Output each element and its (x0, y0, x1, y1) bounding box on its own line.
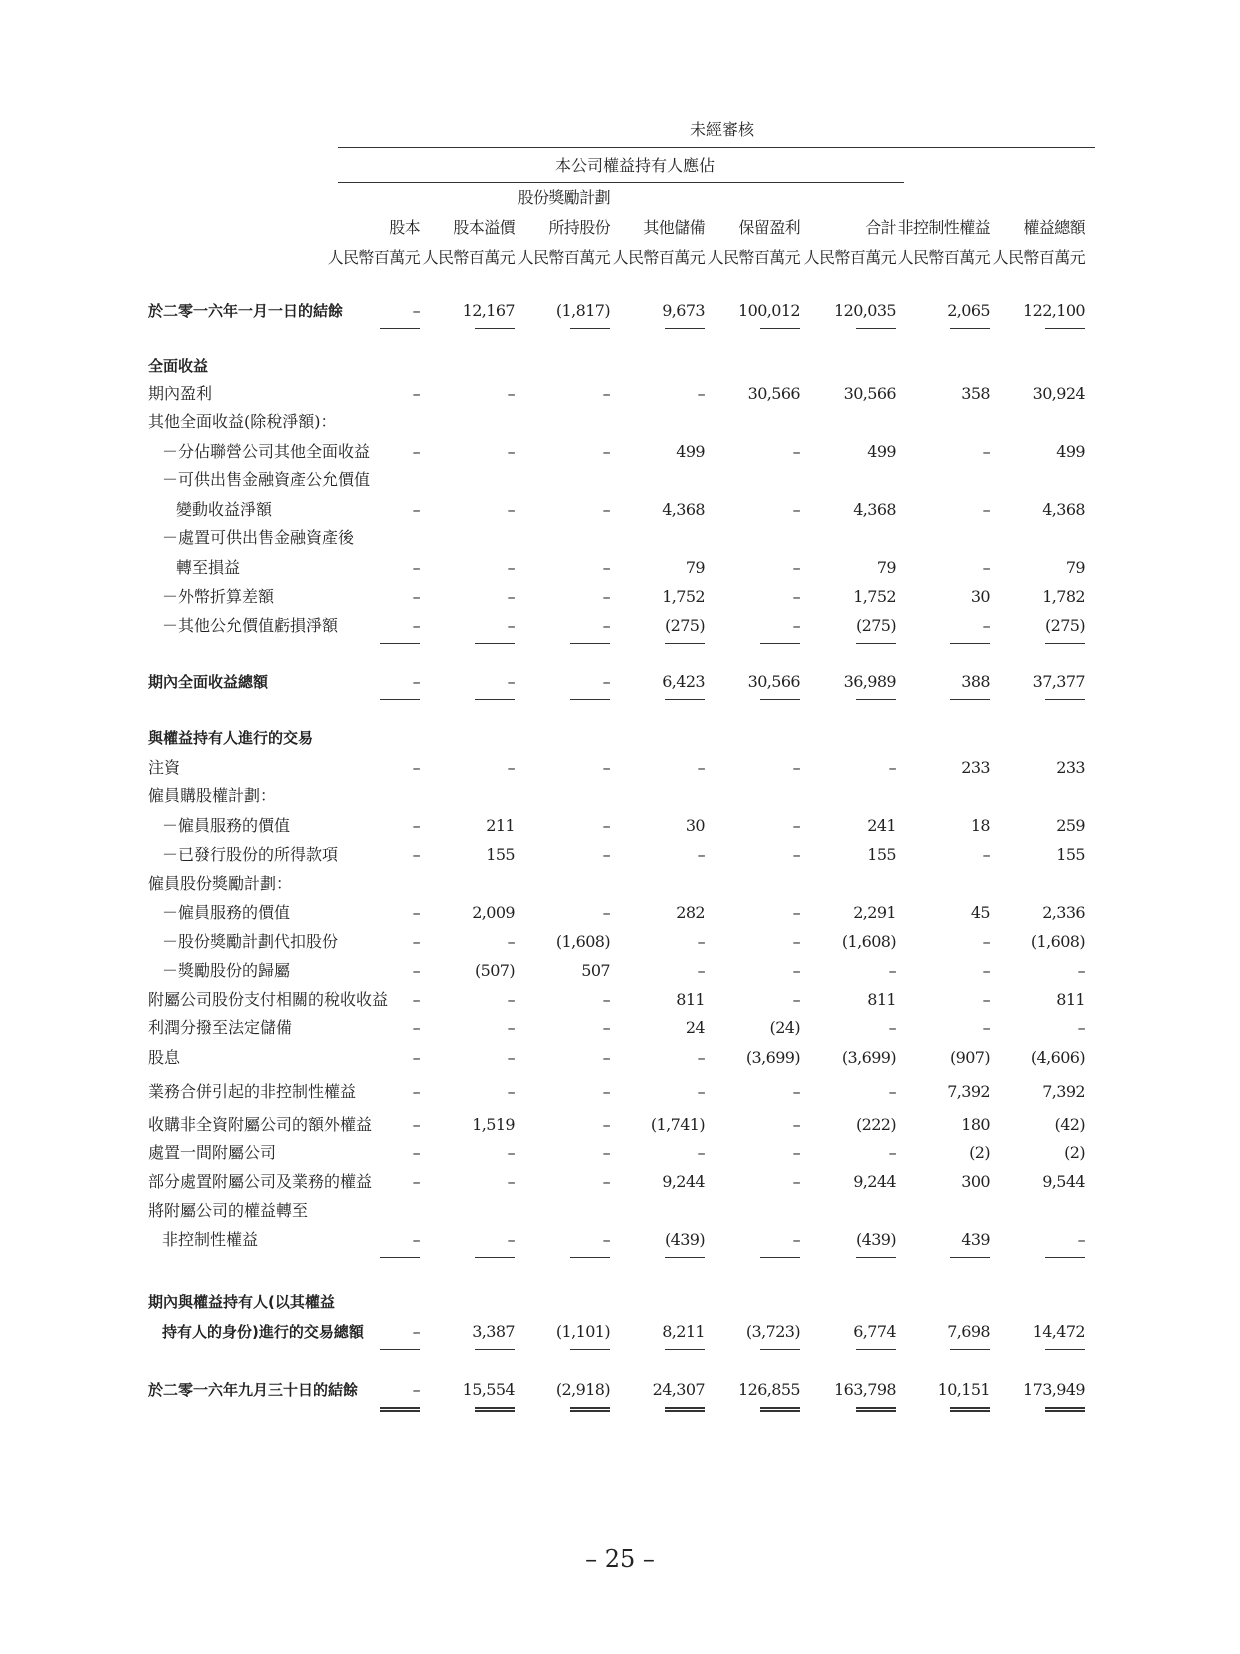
table-cell: – (602, 1048, 610, 1067)
table-cell: (275) (1044, 616, 1085, 635)
row-label: －僱員服務的價值 (162, 903, 291, 922)
table-cell: – (507, 587, 515, 606)
table-cell: – (412, 616, 420, 635)
table-cell: – (412, 845, 420, 864)
subtotal-underline (475, 1349, 515, 1350)
table-cell: – (602, 1115, 610, 1134)
table-cell: – (982, 558, 990, 577)
table-cell: 120,035 (834, 301, 896, 320)
row-label: 僱員購股權計劃： (148, 786, 277, 805)
table-cell: 18 (970, 816, 990, 835)
table-cell: 155 (1056, 845, 1085, 864)
table-cell: – (507, 1082, 515, 1101)
table-cell: – (412, 558, 420, 577)
column-header-1-line-3: 人民幣百萬元 (327, 248, 420, 267)
table-cell: 4,368 (853, 500, 896, 519)
table-cell: – (982, 845, 990, 864)
table-cell: – (697, 932, 705, 951)
table-cell: – (792, 1143, 800, 1162)
table-cell: – (507, 990, 515, 1009)
row-label: 與權益持有人進行的交易 (148, 729, 314, 747)
row-label: 期內盈利 (148, 384, 213, 403)
table-cell: 1,752 (662, 587, 705, 606)
table-cell: 811 (867, 990, 896, 1009)
table-cell: (1,608) (841, 932, 896, 951)
table-cell: – (792, 845, 800, 864)
table-cell: – (412, 1143, 420, 1162)
column-header-6-line-3: 人民幣百萬元 (803, 248, 896, 267)
table-cell: – (602, 845, 610, 864)
row-label: 全面收益 (148, 357, 209, 375)
table-cell: – (602, 616, 610, 635)
table-cell: 30,566 (843, 384, 896, 403)
table-cell: – (602, 384, 610, 403)
table-cell: 45 (970, 903, 990, 922)
table-cell: 7,392 (1042, 1082, 1085, 1101)
table-cell: 79 (1065, 558, 1085, 577)
table-cell: 30 (970, 587, 990, 606)
table-cell: – (982, 442, 990, 461)
table-cell: (1,101) (555, 1322, 610, 1341)
subtotal-underline (856, 643, 896, 644)
table-cell: – (888, 1143, 896, 1162)
table-cell: – (792, 587, 800, 606)
table-cell: – (602, 1018, 610, 1037)
table-cell: 79 (685, 558, 705, 577)
row-label: 業務合併引起的非控制性權益 (148, 1082, 357, 1101)
table-cell: 507 (581, 961, 610, 980)
table-cell: 180 (961, 1115, 990, 1134)
table-cell: – (697, 1048, 705, 1067)
subtotal-underline (380, 1349, 420, 1350)
table-cell: – (792, 500, 800, 519)
table-cell: 499 (1056, 442, 1085, 461)
subtotal-underline (475, 328, 515, 329)
table-cell: 6,423 (662, 672, 705, 691)
row-label: 部分處置附屬公司及業務的權益 (148, 1172, 373, 1191)
subtotal-underline (475, 699, 515, 700)
table-cell: (907) (949, 1048, 990, 1067)
table-cell: (2,918) (555, 1380, 610, 1399)
table-cell: (275) (664, 616, 705, 635)
table-cell: – (412, 672, 420, 691)
table-cell: 388 (961, 672, 990, 691)
row-label: 收購非全資附屬公司的額外權益 (148, 1115, 373, 1134)
table-cell: – (412, 990, 420, 1009)
table-cell: 6,774 (853, 1322, 896, 1341)
subtotal-underline (760, 699, 800, 700)
table-cell: – (982, 990, 990, 1009)
table-cell: – (792, 1082, 800, 1101)
subtotal-underline (760, 328, 800, 329)
row-label: 附屬公司股份支付相關的稅收收益 (148, 990, 389, 1009)
table-cell: – (602, 442, 610, 461)
table-cell: – (792, 961, 800, 980)
table-cell: – (412, 301, 420, 320)
table-cell: – (602, 1143, 610, 1162)
table-cell: (507) (474, 961, 515, 980)
table-cell: 1,519 (472, 1115, 515, 1134)
column-header-7-line-2: 非控制性權益 (897, 218, 990, 237)
subtotal-underline (760, 1257, 800, 1258)
table-cell: – (602, 500, 610, 519)
table-cell: – (412, 1048, 420, 1067)
table-cell: 9,544 (1042, 1172, 1085, 1191)
subtotal-underline (665, 643, 705, 644)
table-cell: 358 (961, 384, 990, 403)
group-header-rule (338, 182, 904, 183)
status-heading: 未經審核 (690, 120, 755, 139)
table-cell: – (412, 1018, 420, 1037)
subtotal-underline (380, 643, 420, 644)
total-double-underline (760, 1407, 800, 1412)
table-cell: – (412, 1322, 420, 1341)
table-cell: 811 (676, 990, 705, 1009)
table-cell: 259 (1056, 816, 1085, 835)
table-cell: – (1077, 1018, 1085, 1037)
table-cell: 439 (961, 1230, 990, 1249)
column-header-8-line-2: 權益總額 (1023, 218, 1085, 237)
column-header-3-line-2: 所持股份 (548, 218, 610, 237)
table-cell: – (792, 1172, 800, 1191)
table-cell: 9,244 (853, 1172, 896, 1191)
table-cell: – (602, 672, 610, 691)
table-cell: – (412, 442, 420, 461)
table-cell: (3,723) (745, 1322, 800, 1341)
table-cell: 126,855 (738, 1380, 800, 1399)
table-cell: – (412, 961, 420, 980)
table-cell: – (697, 384, 705, 403)
row-label: －外幣折算差額 (162, 587, 275, 606)
table-cell: 2,009 (472, 903, 515, 922)
subtotal-underline (760, 1349, 800, 1350)
table-cell: 1,752 (853, 587, 896, 606)
table-cell: – (602, 758, 610, 777)
table-cell: – (412, 1115, 420, 1134)
table-cell: (2) (969, 1143, 990, 1162)
table-cell: (1,817) (555, 301, 610, 320)
row-label: －獎勵股份的歸屬 (162, 961, 291, 980)
table-cell: – (602, 558, 610, 577)
table-cell: 7,392 (947, 1082, 990, 1101)
table-cell: 9,244 (662, 1172, 705, 1191)
table-cell: – (602, 587, 610, 606)
table-cell: 8,211 (662, 1322, 705, 1341)
subtotal-underline (665, 1257, 705, 1258)
total-double-underline (1045, 1407, 1085, 1412)
subtotal-underline (570, 643, 610, 644)
table-cell: 30 (685, 816, 705, 835)
subtotal-underline (380, 699, 420, 700)
table-cell: (4,606) (1030, 1048, 1085, 1067)
table-cell: – (412, 1172, 420, 1191)
table-cell: – (792, 903, 800, 922)
table-cell: (1,608) (555, 932, 610, 951)
row-label: 股息 (148, 1048, 181, 1067)
table-cell: 7,698 (947, 1322, 990, 1341)
table-cell: – (602, 1082, 610, 1101)
row-label: －分佔聯營公司其他全面收益 (162, 442, 371, 461)
column-header-1-line-2: 股本 (389, 218, 420, 237)
subtotal-underline (950, 328, 990, 329)
column-header-5-line-2: 保留盈利 (738, 218, 800, 237)
table-cell: 300 (961, 1172, 990, 1191)
table-cell: – (412, 903, 420, 922)
table-cell: 37,377 (1032, 672, 1085, 691)
table-cell: – (507, 616, 515, 635)
row-label: 期內全面收益總額 (148, 673, 269, 691)
subtotal-underline (856, 328, 896, 329)
total-double-underline (380, 1407, 420, 1412)
subtotal-underline (1045, 1349, 1085, 1350)
table-cell: 499 (867, 442, 896, 461)
table-cell: 155 (867, 845, 896, 864)
column-header-6-line-2: 合計 (865, 218, 896, 237)
column-header-3-line-1: 股份獎勵計劃 (517, 188, 610, 207)
table-cell: 3,387 (472, 1322, 515, 1341)
column-header-5-line-3: 人民幣百萬元 (707, 248, 800, 267)
table-cell: – (602, 1230, 610, 1249)
table-cell: – (792, 1115, 800, 1134)
table-cell: – (792, 932, 800, 951)
table-cell: (275) (855, 616, 896, 635)
table-cell: – (507, 1230, 515, 1249)
row-label: －處置可供出售金融資產後 (162, 528, 355, 547)
table-cell: – (792, 442, 800, 461)
table-cell: 811 (1056, 990, 1085, 1009)
table-cell: 36,989 (843, 672, 896, 691)
column-header-8-line-3: 人民幣百萬元 (992, 248, 1085, 267)
table-cell: – (412, 932, 420, 951)
table-cell: 4,368 (662, 500, 705, 519)
subtotal-underline (856, 699, 896, 700)
table-cell: – (412, 758, 420, 777)
row-label: 非控制性權益 (162, 1230, 259, 1249)
table-cell: 30,566 (747, 672, 800, 691)
row-label: 於二零一六年一月一日的結餘 (148, 302, 344, 320)
table-cell: 24,307 (652, 1380, 705, 1399)
table-cell: – (507, 672, 515, 691)
table-cell: 233 (961, 758, 990, 777)
subtotal-underline (380, 1257, 420, 1258)
column-header-4-line-2: 其他儲備 (643, 218, 705, 237)
table-cell: (439) (664, 1230, 705, 1249)
column-header-2-line-3: 人民幣百萬元 (422, 248, 515, 267)
table-cell: – (697, 1082, 705, 1101)
table-cell: (24) (769, 1018, 800, 1037)
table-cell: – (602, 903, 610, 922)
table-cell: (42) (1054, 1115, 1085, 1134)
table-cell: 211 (486, 816, 515, 835)
table-cell: – (888, 1082, 896, 1101)
header-top-rule (338, 147, 1095, 148)
table-cell: (1,608) (1030, 932, 1085, 951)
table-cell: – (507, 500, 515, 519)
table-cell: – (792, 1230, 800, 1249)
subtotal-underline (665, 699, 705, 700)
table-cell: 173,949 (1023, 1380, 1085, 1399)
subtotal-underline (760, 643, 800, 644)
table-cell: – (1077, 961, 1085, 980)
row-label: 將附屬公司的權益轉至 (148, 1201, 309, 1220)
row-label: －僱員服務的價值 (162, 816, 291, 835)
table-cell: 100,012 (738, 301, 800, 320)
table-cell: 10,151 (937, 1380, 990, 1399)
table-cell: – (602, 990, 610, 1009)
table-cell: 1,782 (1042, 587, 1085, 606)
row-label: 持有人的身份)進行的交易總額 (162, 1323, 364, 1341)
row-label: －可供出售金融資產公允價值 (162, 470, 371, 489)
table-cell: 9,673 (662, 301, 705, 320)
row-label: －已發行股份的所得款項 (162, 845, 339, 864)
row-label: 於二零一六年九月三十日的結餘 (148, 1381, 359, 1399)
column-header-4-line-3: 人民幣百萬元 (612, 248, 705, 267)
table-cell: 79 (876, 558, 896, 577)
subtotal-underline (570, 699, 610, 700)
table-cell: – (412, 500, 420, 519)
column-header-7-line-3: 人民幣百萬元 (897, 248, 990, 267)
table-cell: 2,291 (853, 903, 896, 922)
total-double-underline (475, 1407, 515, 1412)
table-cell: – (792, 758, 800, 777)
subtotal-underline (950, 1257, 990, 1258)
row-label: 轉至損益 (176, 558, 241, 577)
table-cell: 233 (1056, 758, 1085, 777)
table-cell: – (507, 384, 515, 403)
subtotal-underline (475, 643, 515, 644)
table-cell: – (888, 961, 896, 980)
table-cell: – (697, 758, 705, 777)
table-cell: (3,699) (841, 1048, 896, 1067)
table-cell: 2,065 (947, 301, 990, 320)
table-cell: – (412, 1380, 420, 1399)
column-header-3-line-3: 人民幣百萬元 (517, 248, 610, 267)
table-cell: – (507, 932, 515, 951)
table-cell: – (507, 758, 515, 777)
subtotal-underline (856, 1257, 896, 1258)
table-cell: – (507, 1143, 515, 1162)
table-cell: – (792, 816, 800, 835)
table-cell: – (507, 1018, 515, 1037)
total-double-underline (570, 1407, 610, 1412)
table-cell: – (412, 1082, 420, 1101)
subtotal-underline (1045, 699, 1085, 700)
subtotal-underline (665, 1349, 705, 1350)
table-cell: 2,336 (1042, 903, 1085, 922)
table-cell: 30,566 (747, 384, 800, 403)
table-cell: 122,100 (1023, 301, 1085, 320)
table-cell: 14,472 (1032, 1322, 1085, 1341)
table-cell: – (982, 932, 990, 951)
row-label: 期內與權益持有人(以其權益 (148, 1293, 335, 1311)
table-cell: – (507, 1172, 515, 1191)
page-number: – 25 – (585, 1545, 655, 1573)
table-cell: – (982, 1018, 990, 1037)
subtotal-underline (950, 699, 990, 700)
table-cell: – (888, 1018, 896, 1037)
table-cell: – (697, 961, 705, 980)
row-label: 注資 (148, 758, 181, 777)
table-cell: 241 (867, 816, 896, 835)
subtotal-underline (856, 1349, 896, 1350)
subtotal-underline (570, 1349, 610, 1350)
total-double-underline (950, 1407, 990, 1412)
subtotal-underline (950, 1349, 990, 1350)
subtotal-underline (380, 328, 420, 329)
table-cell: 12,167 (462, 301, 515, 320)
table-cell: 4,368 (1042, 500, 1085, 519)
group-header: 本公司權益持有人應佔 (555, 156, 716, 175)
row-label: －其他公允價值虧損淨額 (162, 616, 339, 635)
table-cell: 282 (676, 903, 705, 922)
row-label: 利潤分撥至法定儲備 (148, 1018, 293, 1037)
table-cell: – (792, 558, 800, 577)
row-label: －股份獎勵計劃代扣股份 (162, 932, 339, 951)
table-cell: – (507, 558, 515, 577)
row-label: 僱員股份獎勵計劃： (148, 874, 293, 893)
table-cell: – (412, 1230, 420, 1249)
row-label: 其他全面收益(除稅淨額)： (148, 412, 337, 431)
table-cell: (222) (855, 1115, 896, 1134)
subtotal-underline (1045, 328, 1085, 329)
table-cell: (2) (1064, 1143, 1085, 1162)
table-cell: – (792, 616, 800, 635)
row-label: 處置一間附屬公司 (148, 1143, 277, 1162)
table-cell: – (697, 845, 705, 864)
table-cell: 15,554 (462, 1380, 515, 1399)
table-cell: – (412, 816, 420, 835)
table-cell: – (602, 816, 610, 835)
table-cell: – (412, 587, 420, 606)
subtotal-underline (570, 328, 610, 329)
total-double-underline (665, 1407, 705, 1412)
table-cell: 24 (685, 1018, 705, 1037)
total-double-underline (856, 1407, 896, 1412)
table-cell: (3,699) (745, 1048, 800, 1067)
table-cell: – (602, 1172, 610, 1191)
subtotal-underline (1045, 1257, 1085, 1258)
subtotal-underline (570, 1257, 610, 1258)
table-cell: 163,798 (834, 1380, 896, 1399)
subtotal-underline (1045, 643, 1085, 644)
table-cell: – (1077, 1230, 1085, 1249)
subtotal-underline (475, 1257, 515, 1258)
column-header-2-line-2: 股本溢價 (453, 218, 515, 237)
table-cell: – (507, 442, 515, 461)
subtotal-underline (950, 643, 990, 644)
table-cell: – (412, 384, 420, 403)
table-cell: 155 (486, 845, 515, 864)
table-cell: – (888, 758, 896, 777)
table-cell: – (697, 1143, 705, 1162)
table-cell: – (792, 990, 800, 1009)
table-cell: – (507, 1048, 515, 1067)
table-cell: – (982, 961, 990, 980)
table-cell: (439) (855, 1230, 896, 1249)
table-cell: (1,741) (650, 1115, 705, 1134)
row-label: 變動收益淨額 (176, 500, 273, 519)
subtotal-underline (665, 328, 705, 329)
table-cell: – (982, 500, 990, 519)
table-cell: – (982, 616, 990, 635)
table-cell: 30,924 (1032, 384, 1085, 403)
table-cell: 499 (676, 442, 705, 461)
